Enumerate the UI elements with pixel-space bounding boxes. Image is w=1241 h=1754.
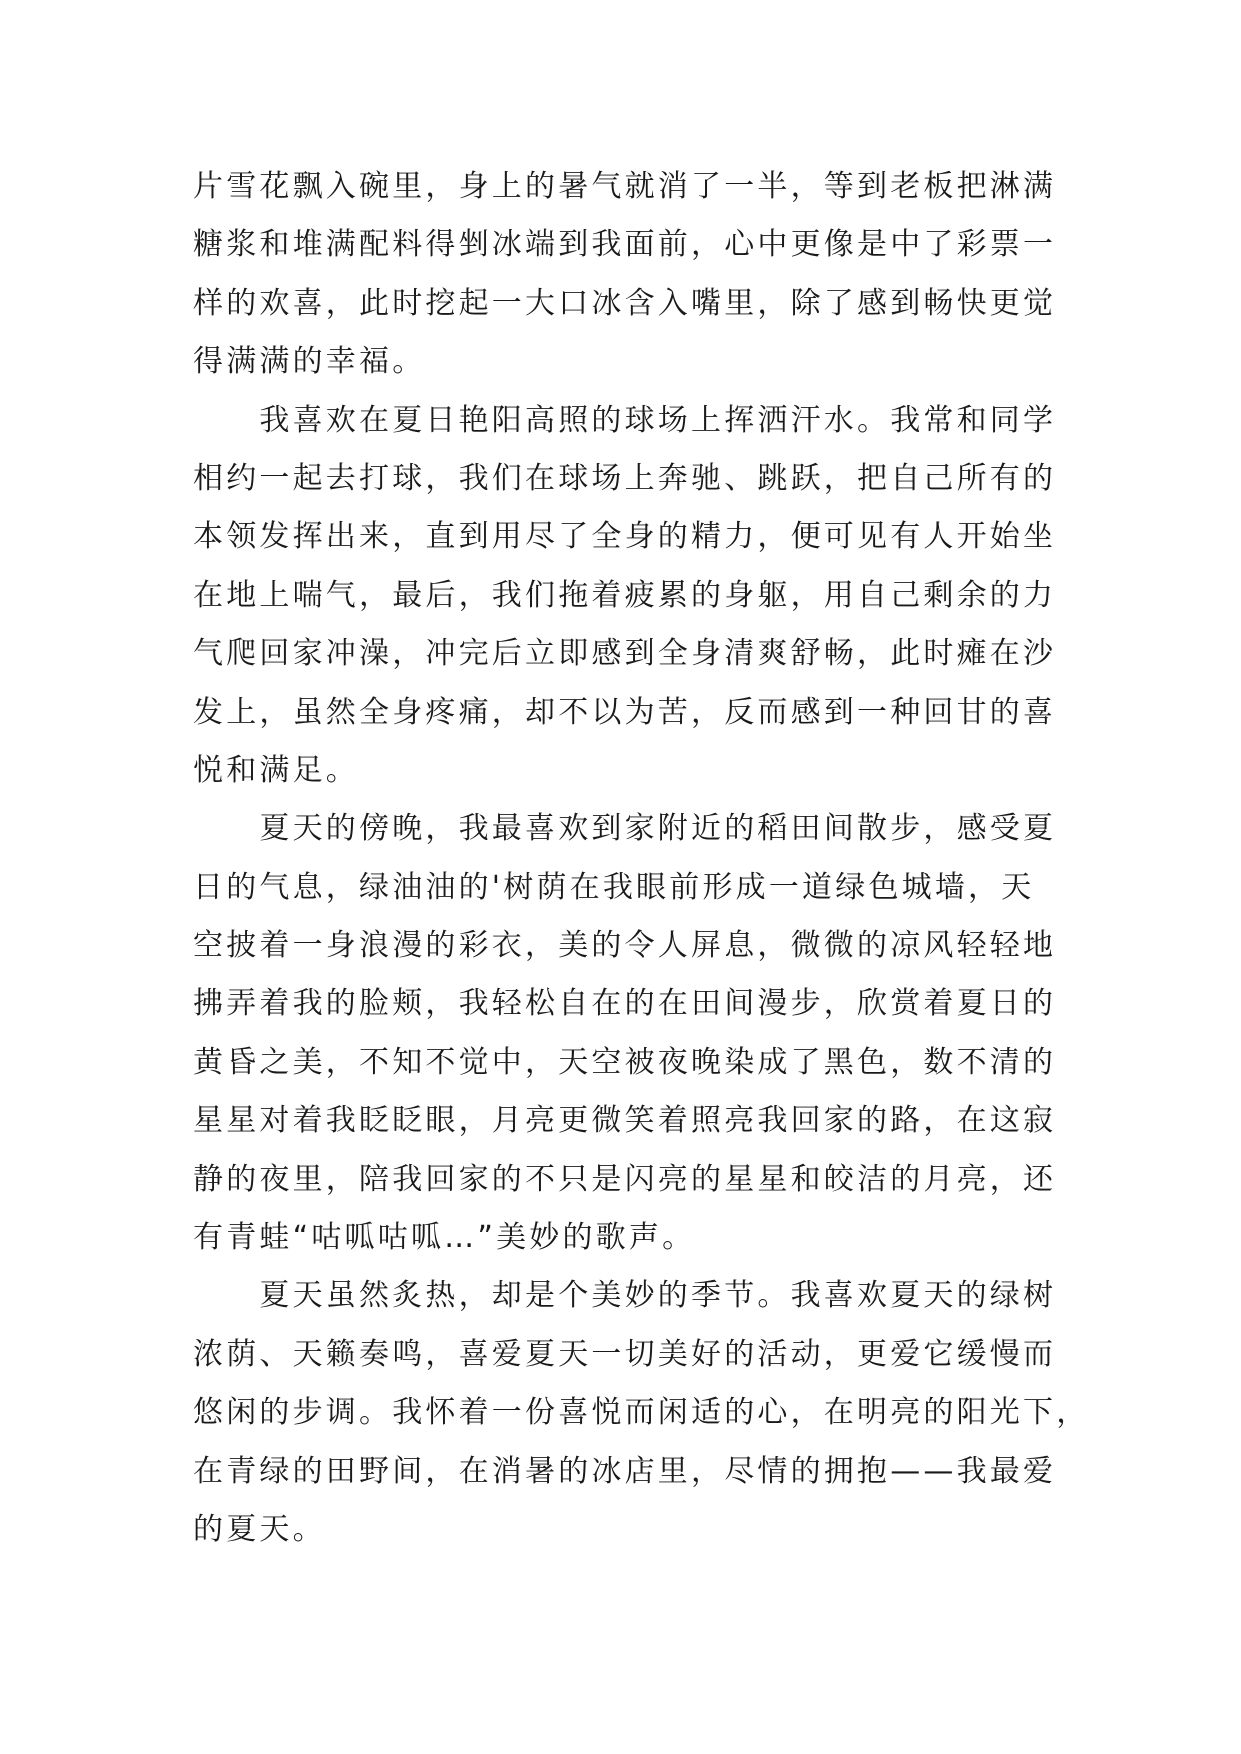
text-line: 夏天虽然炙热，却是个美妙的季节。我喜欢夏天的绿树 (193, 1278, 1057, 1314)
text-line: 悦和满足。 (193, 752, 359, 788)
text-line: 日的气息，绿油油的'树荫在我眼前形成一道绿色城墙，天 (193, 869, 1035, 905)
paragraph-4 (193, 1267, 1090, 1559)
text-line: 本领发挥出来，直到用尽了全身的精力，便可见有人开始坐 (193, 519, 1057, 555)
text-line: 悠闲的步调。我怀着一份喜悦而闲适的心，在明亮的阳光下， (193, 1395, 1090, 1431)
text-line: 夏天的傍晚，我最喜欢到家附近的稻田间散步，感受夏 (193, 811, 1057, 847)
paragraph-3 (193, 800, 1055, 1267)
text-line: 空披着一身浪漫的彩衣，美的令人屏息，微微的凉风轻轻地 (193, 928, 1057, 964)
text-line: 我喜欢在夏日艳阳高照的球场上挥洒汗水。我常和同学 (193, 402, 1057, 438)
text-line: 星星对着我眨眨眼，月亮更微笑着照亮我回家的路，在这寂 (193, 1103, 1057, 1139)
text-line: 的夏天。 (193, 1511, 326, 1547)
paragraph-2 (193, 392, 1055, 801)
text-line: 浓荫、天籁奏鸣，喜爱夏天一切美好的活动，更爱它缓慢而 (193, 1336, 1057, 1372)
text-line: 相约一起去打球，我们在球场上奔驰、跳跃，把自己所有的 (193, 460, 1057, 496)
text-line: 拂弄着我的脸颊，我轻松自在的在田间漫步，欣赏着夏日的 (193, 986, 1057, 1022)
text-line: 发上，虽然全身疼痛，却不以为苦，反而感到一种回甘的喜 (193, 694, 1057, 730)
text-line: 样的欢喜，此时挖起一大口冰含入嘴里，除了感到畅快更觉 (193, 285, 1057, 321)
text-line: 糖浆和堆满配料得剉冰端到我面前，心中更像是中了彩票一 (193, 227, 1057, 263)
paragraph-1 (193, 158, 1055, 392)
text-line: 在青绿的田野间，在消暑的冰店里，尽情的拥抱——我最爱 (193, 1453, 1057, 1489)
text-line: 气爬回家冲澡，冲完后立即感到全身清爽舒畅，此时瘫在沙 (193, 636, 1057, 672)
text-line: 在地上喘气，最后，我们拖着疲累的身躯，用自己剩余的力 (193, 577, 1057, 613)
text-line: 黄昏之美，不知不觉中，天空被夜晚染成了黑色，数不清的 (193, 1044, 1057, 1080)
text-line: 有青蛙“咕呱咕呱…”美妙的歌声。 (193, 1220, 696, 1256)
text-line: 片雪花飘入碗里，身上的暑气就消了一半，等到老板把淋满 (193, 169, 1057, 204)
essay-body (193, 158, 1090, 1559)
text-line: 得满满的幸福。 (193, 344, 426, 380)
text-line: 静的夜里，陪我回家的不只是闪亮的星星和皎洁的月亮，还 (193, 1161, 1057, 1197)
